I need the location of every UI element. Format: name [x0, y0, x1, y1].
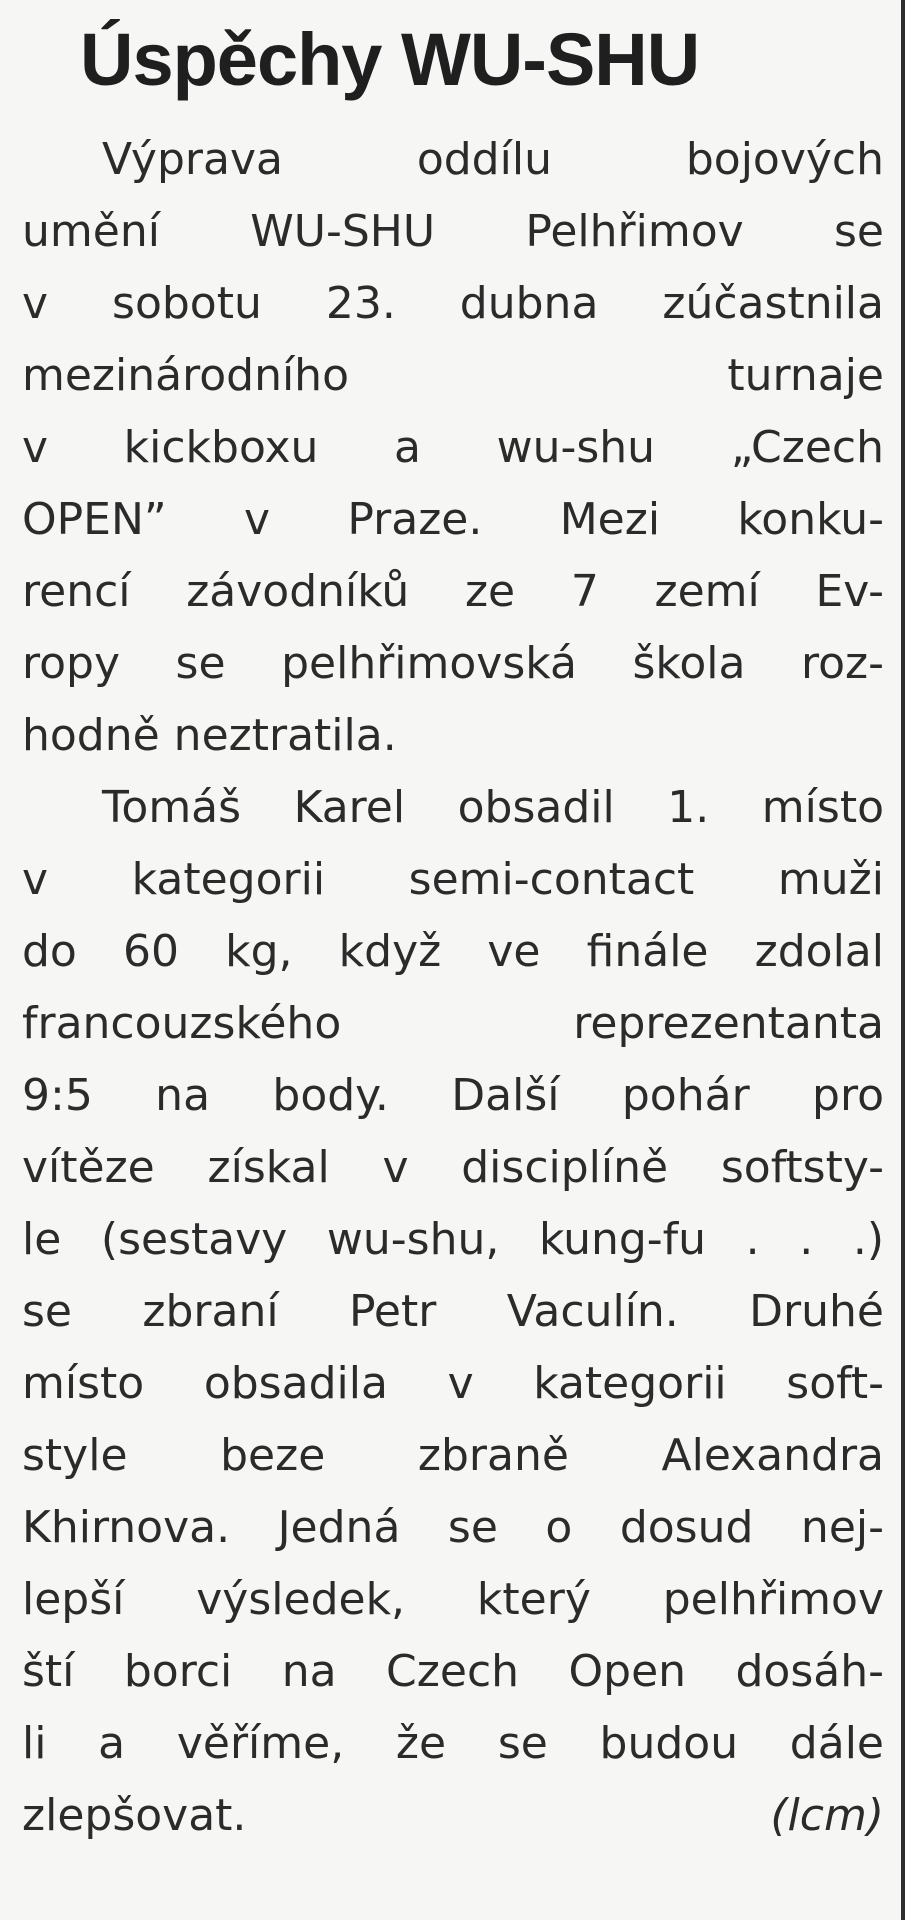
author-signature: (lcm) — [770, 1790, 884, 1841]
article-line: ští borci na Czech Open dosáh- — [22, 1646, 884, 1697]
article-line: umění WU-SHU Pelhřimov se — [22, 206, 884, 257]
article-line: Khirnova. Jedná se o dosud nej- — [22, 1502, 884, 1553]
article-line: lepší výsledek, který pelhřimov — [22, 1574, 884, 1625]
article-line: Výprava oddílu bojových — [102, 134, 884, 185]
article-line: OPEN” v Praze. Mezi konku- — [22, 494, 884, 545]
article-line: vítěze získal v disciplíně softsty- — [22, 1142, 884, 1193]
article-line: style beze zbraně Alexandra — [22, 1430, 884, 1481]
article-line: mezinárodního turnaje — [22, 350, 884, 401]
article-line: Tomáš Karel obsadil 1. místo — [102, 782, 884, 833]
article-line: v kickboxu a wu-shu „Czech — [22, 422, 884, 473]
article-line: v kategorii semi-contact muži — [22, 854, 884, 905]
article-line: ropy se pelhřimovská škola roz- — [22, 638, 884, 689]
article-body — [22, 124, 884, 1852]
article-line: francouzského reprezentanta — [22, 998, 884, 1049]
article-line: v sobotu 23. dubna zúčastnila — [22, 278, 884, 329]
article-title: Úspěchy WU-SHU — [80, 18, 700, 101]
article-line: li a věříme, že se budou dále — [22, 1718, 884, 1769]
article-line: le (sestavy wu-shu, kung-fu . . .) — [22, 1214, 884, 1265]
article-line: rencí závodníků ze 7 zemí Ev- — [22, 566, 884, 617]
article-line: se zbraní Petr Vaculín. Druhé — [22, 1286, 884, 1337]
article-line: hodně neztratila. — [22, 710, 397, 761]
article-last-line — [22, 1780, 884, 1852]
article-line: zlepšovat. — [22, 1790, 247, 1841]
article-line: 9:5 na body. Další pohár pro — [22, 1070, 884, 1121]
article-line: do 60 kg, když ve finále zdolal — [22, 926, 884, 977]
article-line: místo obsadila v kategorii soft- — [22, 1358, 884, 1409]
